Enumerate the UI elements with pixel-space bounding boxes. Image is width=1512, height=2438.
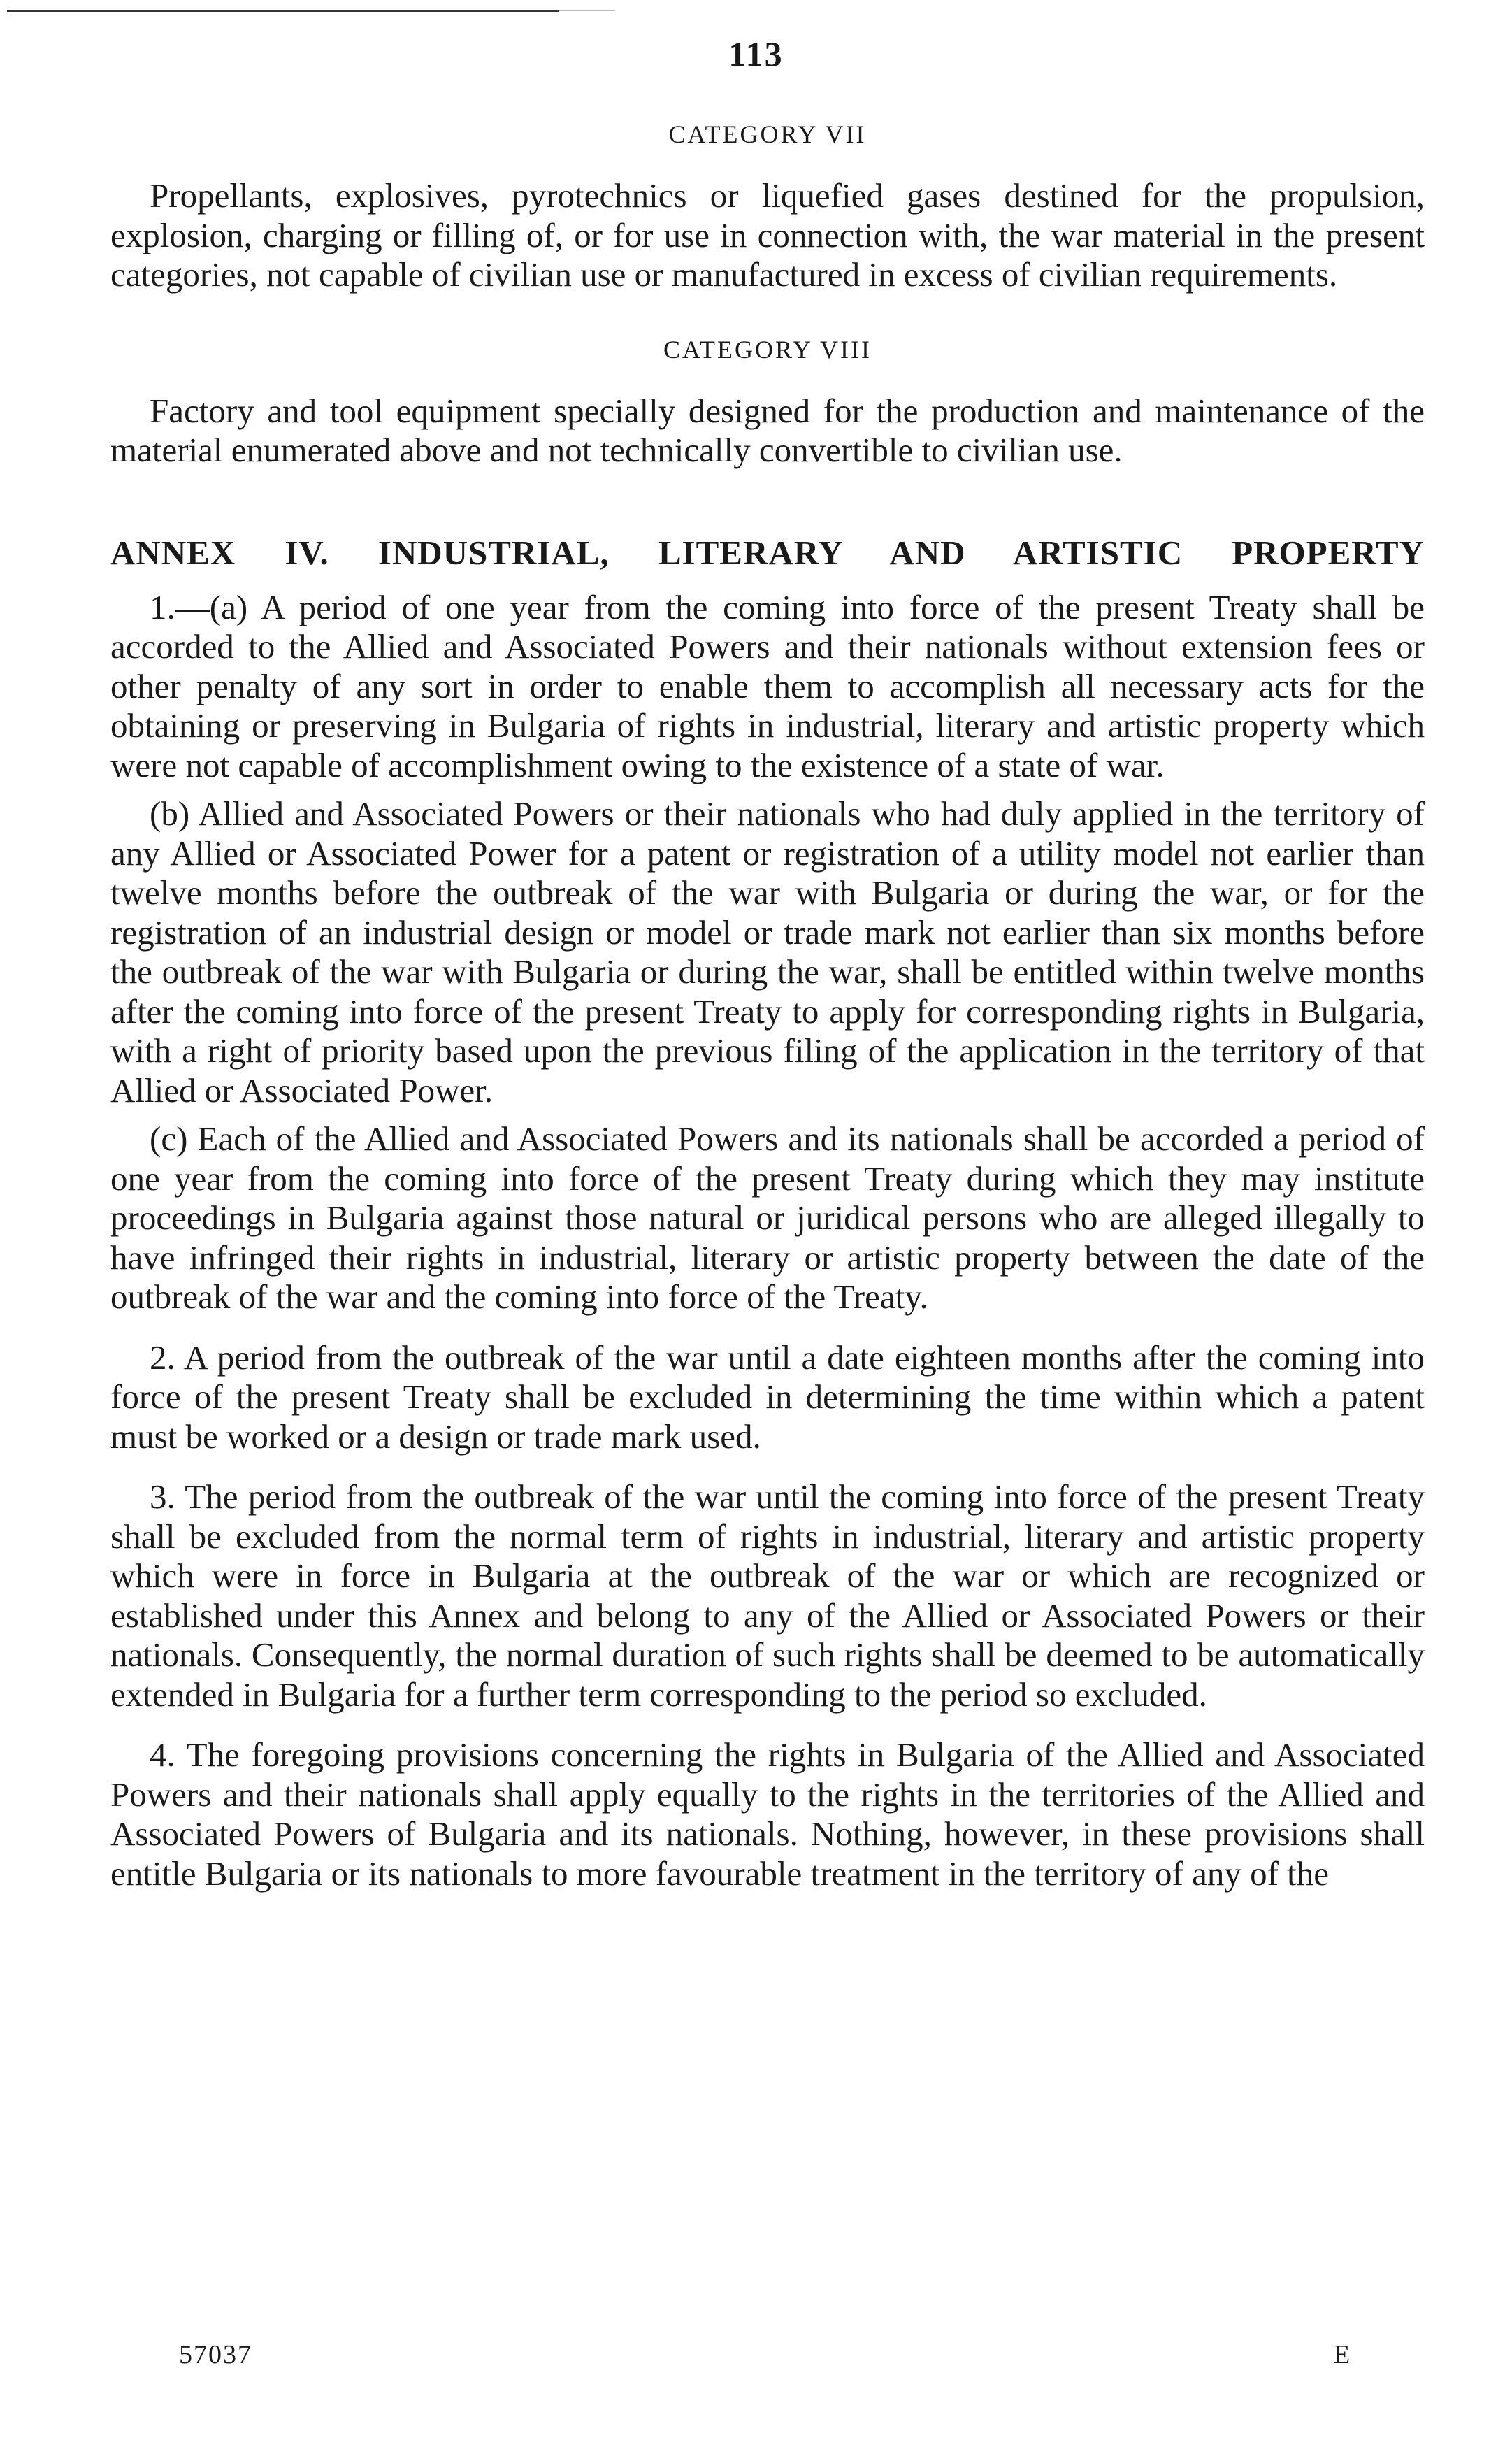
category-vii-heading: CATEGORY VII: [668, 120, 867, 148]
annex-paragraph-3: 3. The period from the outbreak of the war until the coming into force of the present Treaty shall be excluded from the normal term of rights in industrial, literary and artistic property which were in force in Bulgaria at the outbreak of the war or which are recognized or established under this Annex and belong to any of the Allied or Associated Powers or their nationals. Consequently, the normal duration of such rights shall be deemed to be automatically extended in Bulgaria for a further term corresponding to the period so excluded.: [110, 1477, 1425, 1714]
top-rule: [7, 10, 559, 12]
page-number: 113: [728, 34, 784, 73]
annex-paragraph-1b: (b) Allied and Associated Powers or their nationals who had duly applied in the territory of any Allied or Associated Power for a patent or registration of a utility model not earlier than twelve months before the outbreak of the war with Bulgaria or during the war, or for the registration of an industrial design or model or trade mark not earlier than six months before the outbreak of the war with Bulgaria or during the war, shall be entitled within twelve months after the coming into force of the present Treaty to apply for corresponding rights in Bulgaria, with a right of priority based upon the previous filing of the application in the territory of that Allied or Associated Power.: [110, 794, 1425, 1110]
annex-paragraph-1a: 1.—(a) A period of one year from the coming into force of the present Treaty shall be accorded to the Allied and Associated Powers and their nationals without extension fees or other penalty of any sort in order to enable them to accomplish all necessary acts for the obtaining or preserving in Bulgaria of rights in industrial, literary and artistic property which were not capable of accomplishment owing to the existence of a state of war.: [110, 587, 1425, 784]
page-body: [110, 120, 1425, 1893]
signature-mark: E: [1334, 2340, 1352, 2369]
annex-paragraph-2: 2. A period from the outbreak of the war until a date eighteen months after the coming into force of the present Treaty shall be excluded in determining the time within which a patent must be worked or a design or trade mark used.: [110, 1338, 1425, 1456]
annex-paragraph-4: 4. The foregoing provisions concerning the rights in Bulgaria of the Allied and Associated Powers and their nationals shall apply equally to the rights in the territories of the Allied and Associated Powers of Bulgaria and its nationals. Nothing, however, in these provisions shall entitle Bulgaria or its nationals to more favourable treatment in the territory of any of the: [110, 1735, 1425, 1893]
category-viii-text: Factory and tool equipment specially designed for the production and maintenance of the material enumerated above and not technically convertible to civilian use.: [110, 391, 1425, 469]
top-rule-fade: [559, 10, 615, 11]
annex-paragraph-1c: (c) Each of the Allied and Associated Powers and its nationals shall be accorded a period of one year from the coming into force of the present Treaty during which they may institute proceedings in Bulgaria against those natural or juridical persons who are alleged illegally to have infringed their rights in industrial, literary or artistic property between the date of the outbreak of the war and the coming into force of the Treaty.: [110, 1119, 1425, 1316]
annex-title: ANNEX IV. INDUSTRIAL, LITERARY AND ARTISTIC PROPERTY: [110, 533, 1425, 572]
printer-code: 57037: [179, 2340, 252, 2369]
category-viii-heading: CATEGORY VIII: [663, 335, 872, 364]
category-vii-text: Propellants, explosives, pyrotechnics or liquefied gases destined for the propulsion, explosion, charging or filling of, or for use in connection with, the war material in the present categories, not capable of civilian use or manufactured in excess of civilian requirements.: [110, 176, 1425, 294]
